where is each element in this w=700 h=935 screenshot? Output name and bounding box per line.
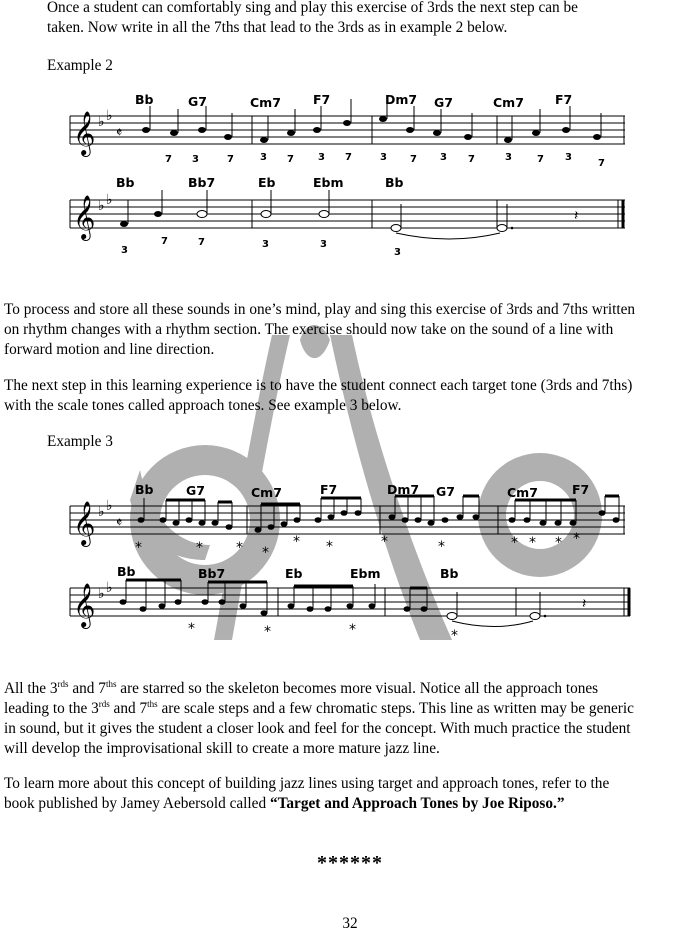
example-3-row2-starred-tones <box>188 621 458 644</box>
example-2-row2-degrees <box>121 236 401 258</box>
svg-text:*: * <box>349 622 356 638</box>
degree-number: 7 <box>345 152 352 163</box>
svg-text:*: * <box>293 534 300 550</box>
example-3-row1-starred-tones <box>135 531 580 561</box>
svg-text:*: * <box>196 540 203 556</box>
example-3-label: Example 3 <box>47 433 113 450</box>
chord-symbol: G7 <box>436 484 455 499</box>
chord-symbol: Bb <box>440 566 459 581</box>
book-title: “Target and Approach Tones by Joe Riposo.” <box>269 795 565 812</box>
intro-line-1: Once a student can comfortably sing and play this exercise of 3rds the next step can be <box>47 0 578 16</box>
starred-line-2: leading to the $3^{rds}$ and $7^{ths}$ are scale steps and a few chromatic steps. This line as written may be generic <box>4 699 634 717</box>
section-divider-stars: ****** <box>317 852 383 874</box>
degree-number: 3 <box>262 239 269 250</box>
example-2-row2-chords <box>116 175 404 190</box>
svg-text:*: * <box>135 540 142 556</box>
example-3-row2-chords <box>117 564 459 581</box>
svg-text:*: * <box>326 539 333 555</box>
chord-symbol: F7 <box>313 92 331 107</box>
chord-symbol: G7 <box>188 94 207 109</box>
chord-symbol: Bb <box>116 175 135 190</box>
degree-number: 3 <box>318 152 325 163</box>
degree-number: 3 <box>394 247 401 258</box>
starred-line-4: will develop the improvisational skill to create a more mature jazz line. <box>4 740 440 757</box>
example-3-row1-chords <box>135 482 589 500</box>
svg-text:*: * <box>451 628 458 644</box>
chord-symbol: Bb7 <box>198 566 226 581</box>
degree-number: 7 <box>410 154 417 165</box>
chord-symbol: Bb <box>135 482 154 497</box>
starred-line-3: in sound, but it gives the student a closer look and feel for the concept. With much practice the student <box>4 720 631 737</box>
chord-symbol: F7 <box>572 482 590 497</box>
degree-number: 7 <box>161 236 168 247</box>
chord-symbol: F7 <box>320 482 338 497</box>
svg-text:*: * <box>529 535 536 551</box>
chord-symbol: Eb <box>258 175 276 190</box>
chord-symbol: G7 <box>186 483 205 498</box>
chord-symbol: Cm7 <box>507 485 538 500</box>
chord-symbol: Eb <box>285 566 303 581</box>
cut-time-icon: 𝄵 <box>116 515 123 531</box>
flat-icon: ♭ <box>98 586 105 602</box>
chord-symbol: Cm7 <box>251 485 282 500</box>
next-step-line-1: The next step in this learning experience is to have the student connect each target tone (3rds and 7ths) <box>4 377 633 394</box>
degree-number: 7 <box>537 154 544 165</box>
staff-lines-row2 <box>70 588 630 616</box>
page-number: 32 <box>342 915 358 932</box>
degree-number: 3 <box>192 154 199 165</box>
process-line-3: forward motion and line direction. <box>4 341 215 358</box>
treble-clef-icon: 𝄞 <box>73 583 96 627</box>
chord-symbol: Bb7 <box>188 175 216 190</box>
chord-symbol: F7 <box>555 92 573 107</box>
degree-number: 3 <box>260 152 267 163</box>
flat-icon: ♭ <box>106 192 113 208</box>
learn-more-line-1: To learn more about this concept of building jazz lines using target and approach tones, refer to the <box>4 775 610 792</box>
svg-text:*: * <box>438 539 445 555</box>
example-2-label: Example 2 <box>47 57 113 74</box>
cut-time-icon: 𝄵 <box>116 125 123 141</box>
svg-text:*: * <box>573 531 580 547</box>
svg-text:*: * <box>555 535 562 551</box>
degree-number: 3 <box>380 152 387 163</box>
example-2-row1-chords <box>135 92 572 110</box>
svg-text:𝄽: 𝄽 <box>582 596 587 612</box>
next-step-line-2: with the scale tones called approach tones. See example 3 below. <box>4 397 402 414</box>
degree-number: 7 <box>468 154 475 165</box>
degree-number: 3 <box>505 152 512 163</box>
staff-lines-row2 <box>70 200 625 228</box>
example-2-notation <box>0 0 700 270</box>
degree-number: 7 <box>165 154 172 165</box>
chord-symbol: Ebm <box>313 175 344 190</box>
degree-number: 3 <box>565 152 572 163</box>
degree-number: 3 <box>440 152 447 163</box>
intro-line-2: taken. Now write in all the 7ths that lead to the 3rds as in example 2 below. <box>47 19 508 36</box>
example-3-notation <box>0 440 700 650</box>
degree-number: 7 <box>227 154 234 165</box>
treble-clef-icon: 𝄞 <box>73 195 96 239</box>
degree-number: 3 <box>121 245 128 256</box>
treble-clef-icon: 𝄞 <box>73 111 96 155</box>
chord-symbol: G7 <box>434 95 453 110</box>
flat-icon: ♭ <box>106 498 113 514</box>
chord-symbol: Bb <box>135 92 154 107</box>
svg-text:*: * <box>264 624 271 640</box>
chord-symbol: Bb <box>117 564 136 579</box>
svg-text:*: * <box>188 621 195 637</box>
chord-symbol: Dm7 <box>385 92 418 107</box>
process-line-1: To process and store all these sounds in one’s mind, play and sing this exercise of 3rds and 7ths written <box>4 301 636 318</box>
chord-symbol: Cm7 <box>250 95 281 110</box>
learn-more-line-2: book published by Jamey Aebersold called “Target and Approach Tones by Joe Riposo.” <box>4 795 565 812</box>
svg-text:𝄽: 𝄽 <box>574 208 579 224</box>
degree-number: 7 <box>287 154 294 165</box>
flat-icon: ♭ <box>98 504 105 520</box>
degree-number: 7 <box>198 237 205 248</box>
process-line-2: on rhythm changes with a rhythm section. The exercise should now take on the sound of a line with <box>4 321 614 338</box>
starred-line-1: All the $3^{rds}$ and $7^{ths}$ are starred so the skeleton becomes more visual. Notice all the approach tones <box>4 679 599 697</box>
treble-clef-icon: 𝄞 <box>73 501 96 545</box>
svg-text:*: * <box>511 535 518 551</box>
chord-symbol: Cm7 <box>493 95 524 110</box>
chord-symbol: Ebm <box>350 566 381 581</box>
svg-text:*: * <box>262 545 269 561</box>
flat-icon: ♭ <box>106 108 113 124</box>
degree-number: 3 <box>320 239 327 250</box>
flat-icon: ♭ <box>98 114 105 130</box>
svg-text:*: * <box>381 534 388 550</box>
svg-text:*: * <box>236 540 243 556</box>
flat-icon: ♭ <box>98 198 105 214</box>
chord-symbol: Bb <box>385 175 404 190</box>
degree-number: 7 <box>598 158 605 169</box>
flat-icon: ♭ <box>106 580 113 596</box>
chord-symbol: Dm7 <box>387 482 420 497</box>
example-2-row1-degrees <box>165 152 605 169</box>
